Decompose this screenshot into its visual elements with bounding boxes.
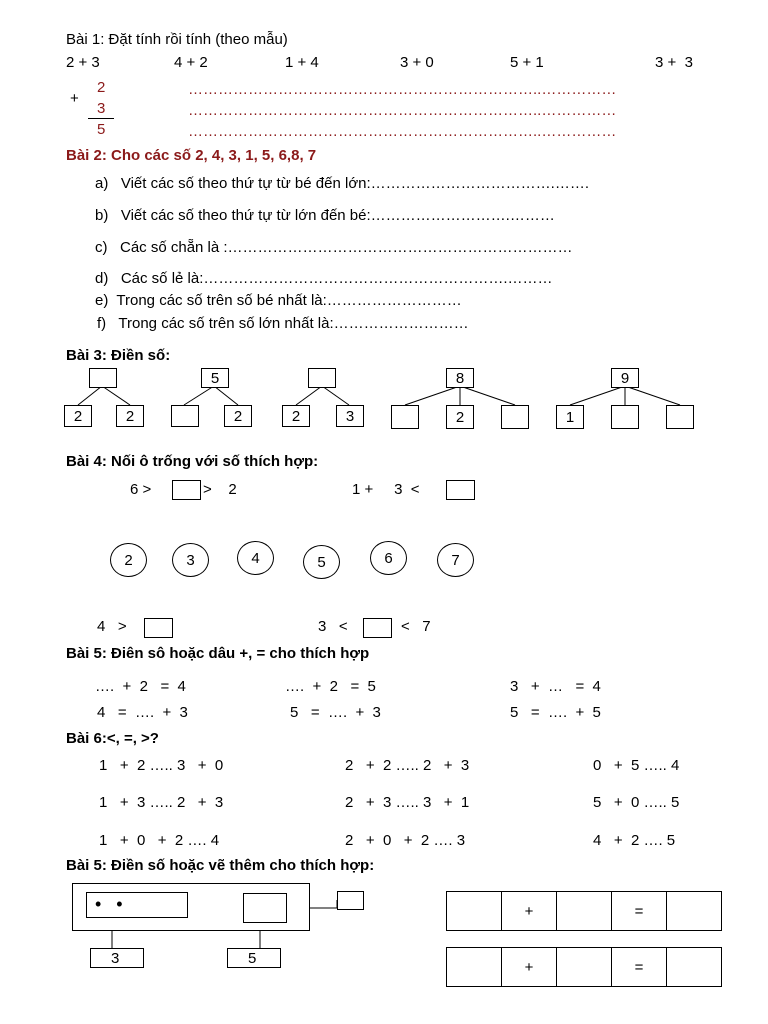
bai4-row2-right-b: < 7 [401, 618, 431, 635]
bai3-title: Bài 3: Điền số: [66, 347, 171, 364]
bai1-expr-2: 4 + 2 [174, 54, 208, 71]
eq1-cell-2[interactable] [556, 891, 612, 931]
tree4-top-box[interactable]: 8 [446, 368, 474, 388]
bai1-sample-plus: + [70, 90, 79, 107]
bai6-r2-c2: 2 + 3 ….. 3 + 1 [345, 794, 470, 811]
bai1-sample-result: 5 [97, 121, 106, 138]
bai7-small-box[interactable] [337, 891, 364, 910]
bai6-r1-c2: 2 + 2 ….. 2 + 3 [345, 757, 470, 774]
bai1-dots-3[interactable]: ……………………………………………………………..…………… [188, 123, 617, 140]
bai6-r3-c2: 2 + 0 + 2 …. 3 [345, 832, 466, 849]
eq1-cell-result[interactable] [666, 891, 722, 931]
bai4-circle-2[interactable]: 2 [110, 543, 147, 577]
bai5-r2-c1: 4 = …. + 3 [97, 704, 188, 721]
bai1-sample-line [88, 118, 114, 119]
bai5-r1-c1: …. + 2 = 4 [95, 678, 186, 695]
eq2-cell-result[interactable] [666, 947, 722, 987]
bai7-label-5: 5 [227, 948, 281, 968]
bai6-r3-c1: 1 + 0 + 2 …. 4 [99, 832, 220, 849]
bai6-r3-c3: 4 + 2 …. 5 [593, 832, 676, 849]
bai5-title: Bài 5: Điên sô hoặc dâu +, = cho thích hợp [66, 645, 370, 662]
bai7-label-3: 3 [90, 948, 144, 968]
tree4-left-box[interactable] [391, 405, 419, 429]
bai1-dots-1[interactable]: ……………………………………………………………..…………… [188, 81, 617, 98]
bai1-expr-6: 3 + 3 [655, 54, 693, 71]
tree2-left-box[interactable] [171, 405, 199, 427]
bai5-r1-c2: …. + 2 = 5 [285, 678, 376, 695]
bai4-row1-left-b: > 2 [203, 481, 237, 498]
bai4-row1-right-box[interactable] [446, 480, 475, 500]
tree2-right-box[interactable]: 2 [224, 405, 252, 427]
bai6-r1-c3: 0 + 5 ….. 4 [593, 757, 680, 774]
bai4-row2-right-a: 3 < [318, 618, 348, 635]
bai4-row1-left-box[interactable] [172, 480, 201, 500]
bai1-title: Bài 1: Đặt tính rồi tính (theo mẫu) [66, 31, 288, 48]
eq1-cell-equals: = [611, 891, 667, 931]
tree3-left-box[interactable]: 2 [282, 405, 310, 427]
bai2-item-c: c) Các số chẵn là :…………………………………………………………… [95, 239, 573, 256]
bai6-r2-c3: 5 + 0 ….. 5 [593, 794, 680, 811]
bai5-r1-c3: 3 + … = 4 [510, 678, 601, 695]
bai1-expr-5: 5 + 1 [510, 54, 544, 71]
tree5-right-box[interactable] [666, 405, 694, 429]
eq2-cell-2[interactable] [556, 947, 612, 987]
tree4-mid-box[interactable]: 2 [446, 405, 474, 429]
bai1-sample-top: 2 [97, 79, 106, 96]
bai4-row1-left-a: 6 > [130, 481, 152, 498]
bai4-circle-6[interactable]: 6 [370, 541, 407, 575]
tree1-left-box[interactable]: 2 [64, 405, 92, 427]
bai4-circle-3[interactable]: 3 [172, 543, 209, 577]
bai2-item-d: d) Các số lẻ là:…………………………………………………….……… [95, 270, 553, 287]
bai4-row2-right-box[interactable] [363, 618, 392, 638]
bai4-title: Bài 4: Nối ô trống với số thích hợp: [66, 453, 319, 470]
bai2-item-e: e) Trong các số trên số bé nhất là:……………………… [95, 292, 462, 309]
bai5-r2-c3: 5 = …. + 5 [510, 704, 601, 721]
eq2-cell-1[interactable] [446, 947, 502, 987]
bai1-expr-3: 1 + 4 [285, 54, 319, 71]
bai2-item-f: f) Trong các số trên số lớn nhất là:……………………… [97, 315, 469, 332]
bai7-dots: • • [95, 894, 123, 914]
eq2-cell-plus: + [501, 947, 557, 987]
tree5-top-box[interactable]: 9 [611, 368, 639, 388]
tree5-mid-box[interactable] [611, 405, 639, 429]
bai1-expr-4: 3 + 0 [400, 54, 434, 71]
eq1-cell-plus: + [501, 891, 557, 931]
bai4-circle-5[interactable]: 5 [303, 545, 340, 579]
bai7-dots-box [86, 892, 188, 918]
tree3-top-box[interactable] [308, 368, 336, 388]
bai1-sample-mid: 3 [97, 100, 106, 117]
bai4-circle-4[interactable]: 4 [237, 541, 274, 575]
bai1-dots-2[interactable]: ……………………………………………………………..…………… [188, 102, 617, 119]
bai4-row2-left-a: 4 > [97, 618, 127, 635]
tree4-right-box[interactable] [501, 405, 529, 429]
bai2-item-b: b) Viết các số theo thứ tự từ lớn đến bé:……………………….……… [95, 207, 555, 224]
tree1-right-box[interactable]: 2 [116, 405, 144, 427]
tree3-right-box[interactable]: 3 [336, 405, 364, 427]
bai6-r1-c1: 1 + 2 ….. 3 + 0 [99, 757, 224, 774]
bai7-empty-box[interactable] [243, 893, 287, 923]
bai6-r2-c1: 1 + 3 ….. 2 + 3 [99, 794, 224, 811]
bai1-expr-1: 2 + 3 [66, 54, 100, 71]
eq2-cell-equals: = [611, 947, 667, 987]
bai2-title: Bài 2: Cho các số 2, 4, 3, 1, 5, 6,8, 7 [66, 147, 317, 164]
bai2-item-a: a) Viết các số theo thứ tự từ bé đến lớn:……………………………….……. [95, 175, 589, 192]
bai5-r2-c2: 5 = …. + 3 [290, 704, 381, 721]
eq1-cell-1[interactable] [446, 891, 502, 931]
tree5-left-box[interactable]: 1 [556, 405, 584, 429]
tree1-top-box[interactable] [89, 368, 117, 388]
bai4-circle-7[interactable]: 7 [437, 543, 474, 577]
tree2-top-box[interactable]: 5 [201, 368, 229, 388]
bai7-title: Bài 5: Điền số hoặc vẽ thêm cho thích hợp: [66, 857, 375, 874]
bai6-title: Bài 6:<, =, >? [66, 730, 159, 747]
bai4-row1-right-a: 1 + 3 < [352, 481, 420, 498]
bai4-row2-left-box[interactable] [144, 618, 173, 638]
